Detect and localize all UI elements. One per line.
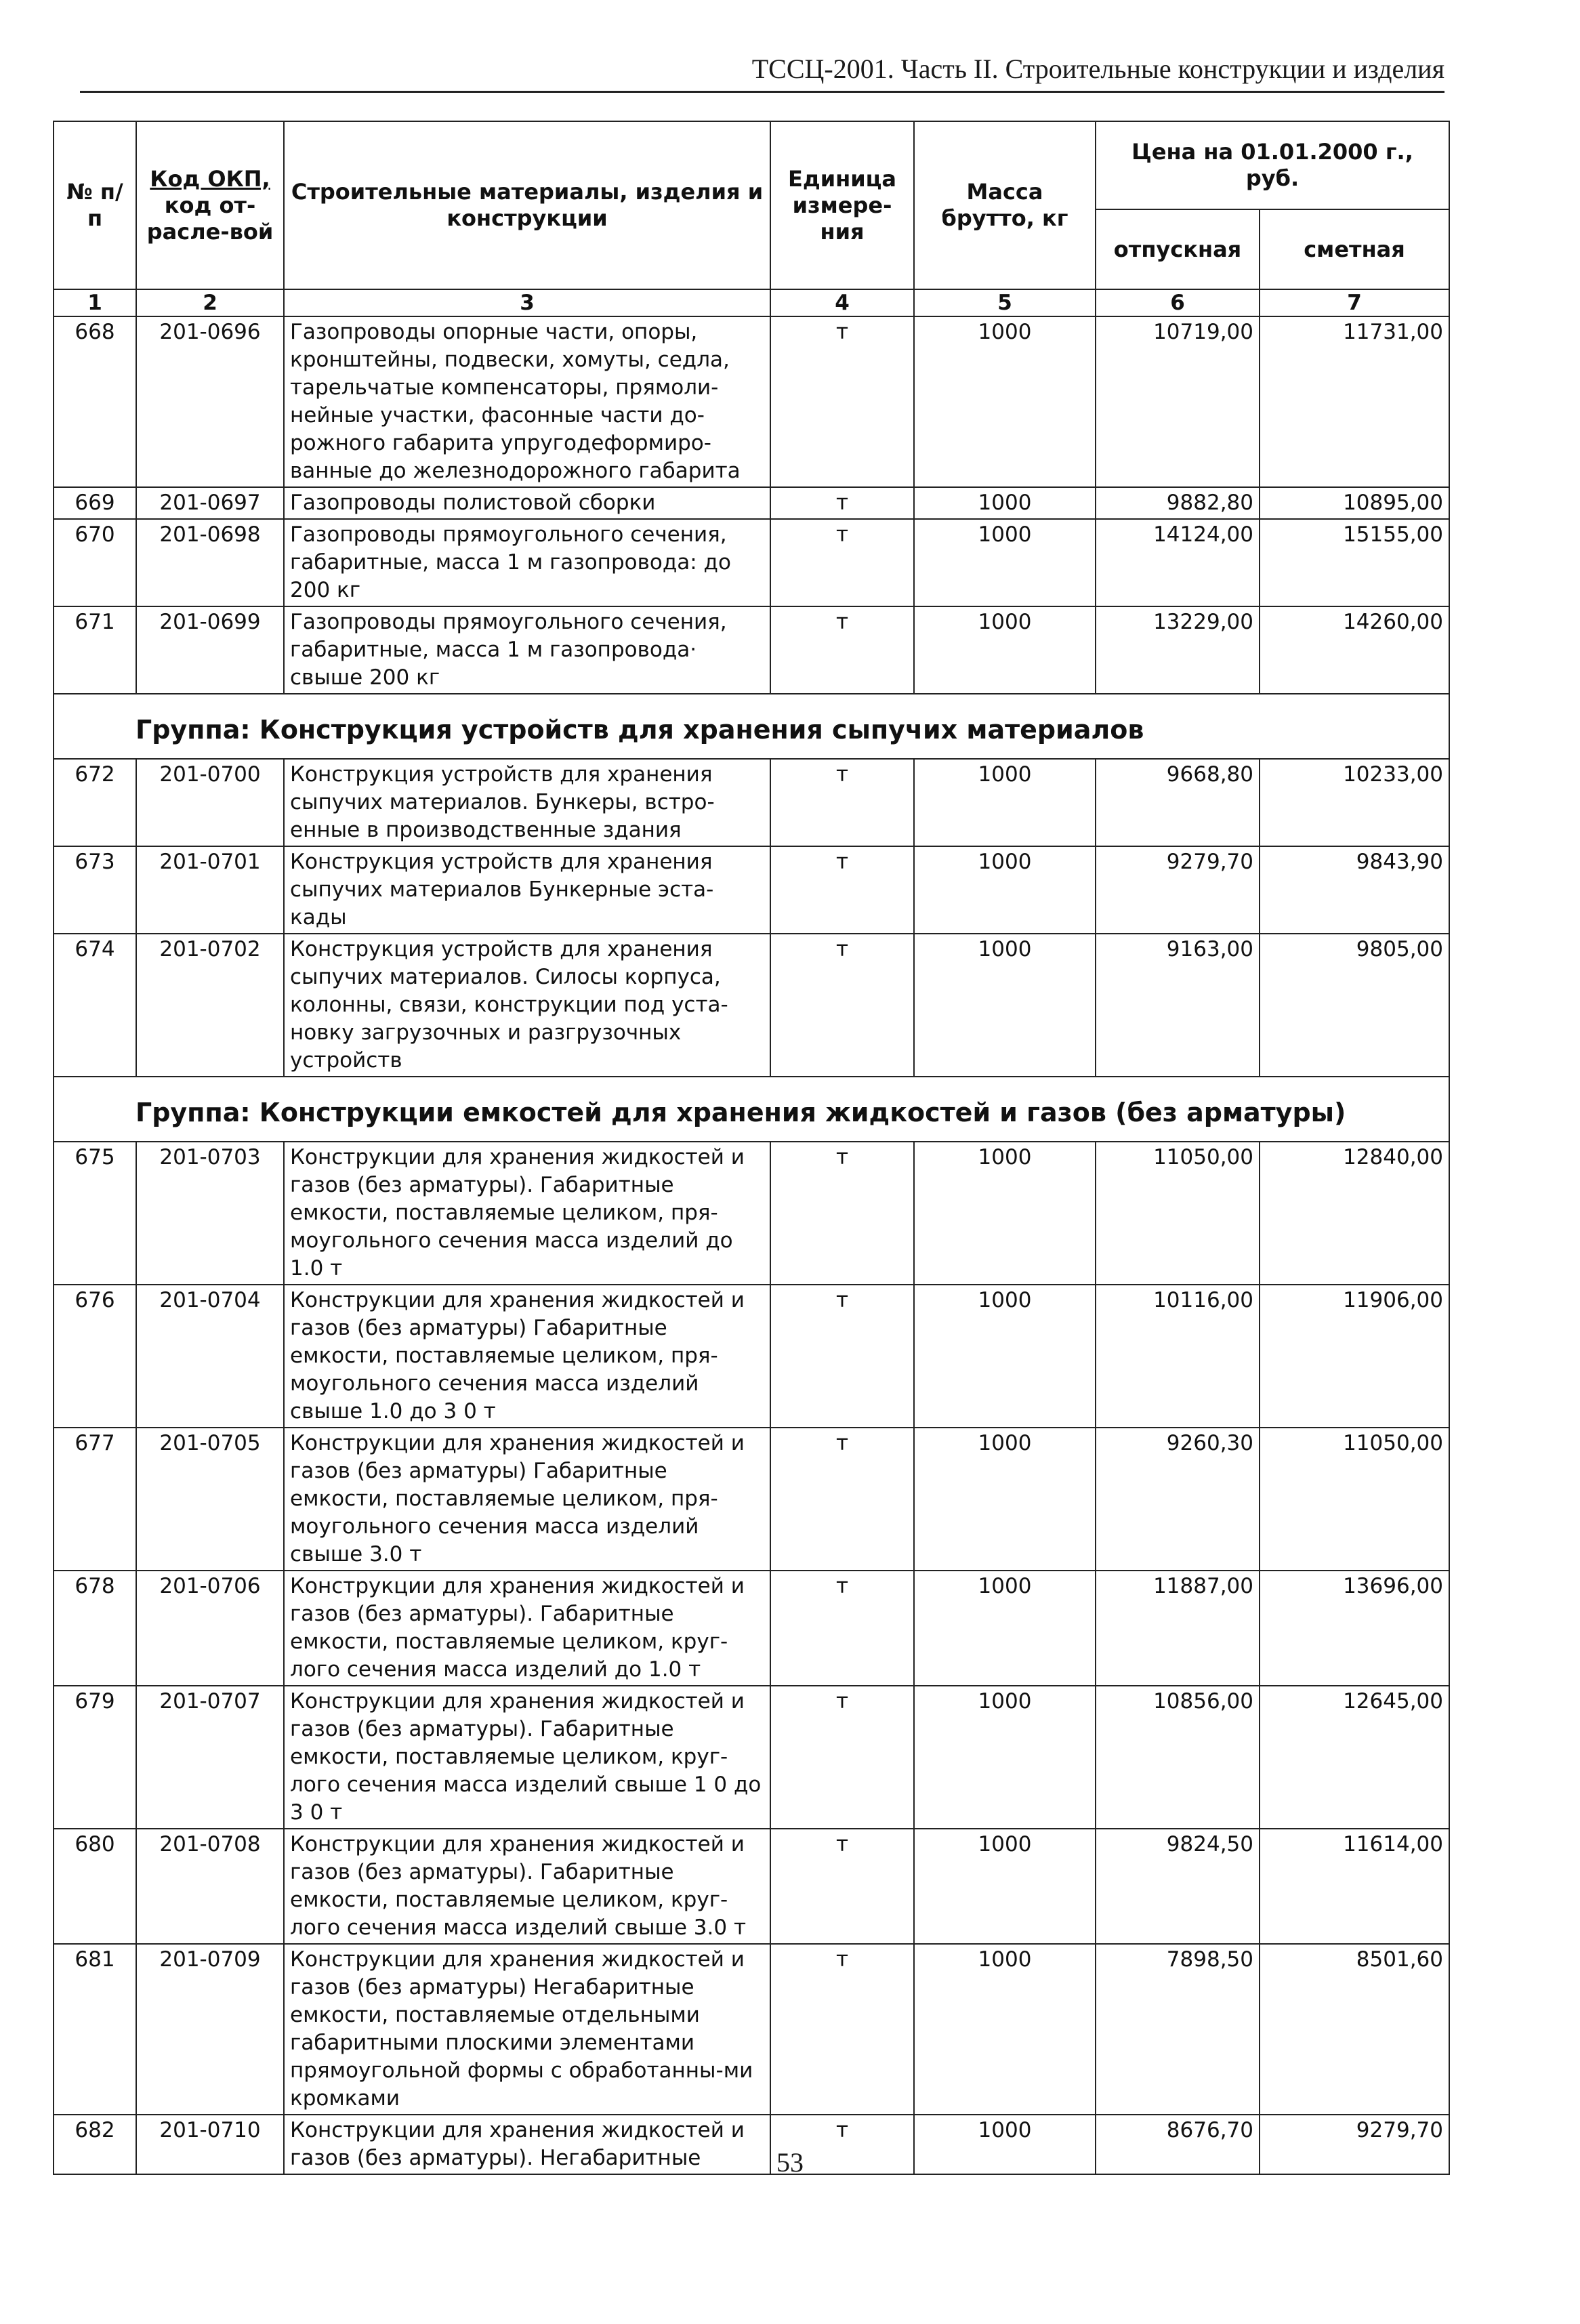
item-name: Конструкции для хранения жидкостей и газов (без арматуры). Негабаритные <box>284 2115 770 2174</box>
table-row <box>54 846 1449 934</box>
header-mass: Масса брутто, кг <box>914 121 1096 289</box>
gross-mass: 1000 <box>914 1571 1096 1686</box>
okp-code: 201-0698 <box>136 519 284 606</box>
gross-mass: 1000 <box>914 487 1096 519</box>
unit: т <box>770 519 914 606</box>
release-price: 10719,00 <box>1096 316 1260 487</box>
column-number: 6 <box>1096 289 1260 316</box>
row-number: 671 <box>54 606 136 694</box>
unit: т <box>770 316 914 487</box>
release-price: 11887,00 <box>1096 1571 1260 1686</box>
item-name: Конструкция устройств для хранения сыпучих материалов Бункерные эста-кады <box>284 846 770 934</box>
estimate-price: 11731,00 <box>1260 316 1449 487</box>
group-row <box>54 694 1449 759</box>
release-price: 9260,30 <box>1096 1428 1260 1571</box>
item-name: Конструкции для хранения жидкостей и газов (без арматуры). Габаритные емкости, поставляемые целиком, круг-лого сечения масса изделий свыше 1 0 до 3 0 т <box>284 1686 770 1829</box>
table-row <box>54 1829 1449 1944</box>
table-row <box>54 487 1449 519</box>
item-name: Конструкции для хранения жидкостей и газов (без арматуры) Габаритные емкости, поставляемые целиком, пря-моугольного сечения масса изделий свыше 3.0 т <box>284 1428 770 1571</box>
header-price-group: Цена на 01.01.2000 г., руб. <box>1096 121 1449 209</box>
item-name: Газопроводы полистовой сборки <box>284 487 770 519</box>
header-price-release: отпускная <box>1096 209 1260 289</box>
row-number: 669 <box>54 487 136 519</box>
column-number: 2 <box>136 289 284 316</box>
table-section-gas-pipes <box>54 316 1449 694</box>
page-header: ТССЦ-2001. Часть II. Строительные конструкции и изделия <box>751 54 1444 84</box>
unit: т <box>770 1829 914 1944</box>
estimate-price: 9279,70 <box>1260 2115 1449 2174</box>
unit: т <box>770 1428 914 1571</box>
row-number: 682 <box>54 2115 136 2174</box>
header-okp-sub: код от-расле-вой <box>146 192 274 245</box>
okp-code: 201-0700 <box>136 759 284 846</box>
estimate-price: 12645,00 <box>1260 1686 1449 1829</box>
gross-mass: 1000 <box>914 1428 1096 1571</box>
release-price: 11050,00 <box>1096 1142 1260 1285</box>
row-number: 678 <box>54 1571 136 1686</box>
gross-mass: 1000 <box>914 1285 1096 1428</box>
okp-code: 201-0709 <box>136 1944 284 2115</box>
estimate-price: 15155,00 <box>1260 519 1449 606</box>
header-okp-code: Код ОКП, <box>150 165 270 192</box>
column-number: 5 <box>914 289 1096 316</box>
estimate-price: 11050,00 <box>1260 1428 1449 1571</box>
page-number: 53 <box>776 2147 804 2178</box>
item-name: Конструкции для хранения жидкостей и газов (без арматуры). Габаритные емкости, поставляемые целиком, круг-лого сечения масса изделий до 1.0 т <box>284 1571 770 1686</box>
okp-code: 201-0702 <box>136 934 284 1077</box>
estimate-price: 10895,00 <box>1260 487 1449 519</box>
okp-code: 201-0710 <box>136 2115 284 2174</box>
release-price: 9163,00 <box>1096 934 1260 1077</box>
okp-code: 201-0705 <box>136 1428 284 1571</box>
row-number: 670 <box>54 519 136 606</box>
group-title: Группа: Конструкции емкостей для хранения жидкостей и газов (без арматуры) <box>54 1077 1449 1142</box>
okp-code: 201-0704 <box>136 1285 284 1428</box>
unit: т <box>770 487 914 519</box>
estimate-price: 12840,00 <box>1260 1142 1449 1285</box>
item-name: Газопроводы прямоугольного сечения, габаритные, масса 1 м газопровода: до 200 кг <box>284 519 770 606</box>
release-price: 8676,70 <box>1096 2115 1260 2174</box>
table-row <box>54 934 1449 1077</box>
group-section-1 <box>54 694 1449 759</box>
row-number: 680 <box>54 1829 136 1944</box>
table-row <box>54 1571 1449 1686</box>
okp-code: 201-0703 <box>136 1142 284 1285</box>
item-name: Конструкции для хранения жидкостей и газов (без арматуры). Габаритные емкости, поставляемые целиком, круг-лого сечения масса изделий свыше 3.0 т <box>284 1829 770 1944</box>
estimate-price: 9843,90 <box>1260 846 1449 934</box>
unit: т <box>770 1686 914 1829</box>
column-number: 4 <box>770 289 914 316</box>
gross-mass: 1000 <box>914 759 1096 846</box>
unit: т <box>770 1571 914 1686</box>
item-name: Конструкции для хранения жидкостей и газов (без арматуры) Негабаритные емкости, поставляемые отдельными габаритными плоскими элементами прямоугольной формы с обработанны-ми кромками <box>284 1944 770 2115</box>
row-number: 675 <box>54 1142 136 1285</box>
header-num: № п/п <box>54 121 136 289</box>
release-price: 9279,70 <box>1096 846 1260 934</box>
unit: т <box>770 846 914 934</box>
header-name: Строительные материалы, изделия и конструкции <box>284 121 770 289</box>
table-row <box>54 1142 1449 1285</box>
table-row <box>54 316 1449 487</box>
item-name: Газопроводы прямоугольного сечения, габаритные, масса 1 м газопровода· свыше 200 кг <box>284 606 770 694</box>
gross-mass: 1000 <box>914 1944 1096 2115</box>
unit: т <box>770 1142 914 1285</box>
item-name: Конструкции для хранения жидкостей и газов (без арматуры) Габаритные емкости, поставляемые целиком, пря-моугольного сечения масса изделий свыше 1.0 до 3 0 т <box>284 1285 770 1428</box>
header-unit: Единица измере-ния <box>770 121 914 289</box>
row-number: 676 <box>54 1285 136 1428</box>
estimate-price: 13696,00 <box>1260 1571 1449 1686</box>
header-okp <box>136 121 284 289</box>
price-table <box>53 121 1450 2175</box>
item-name: Конструкции для хранения жидкостей и газов (без арматуры). Габаритные емкости, поставляемые целиком, пря-моугольного сечения масса изделий до 1.0 т <box>284 1142 770 1285</box>
okp-code: 201-0701 <box>136 846 284 934</box>
estimate-price: 14260,00 <box>1260 606 1449 694</box>
unit: т <box>770 1285 914 1428</box>
unit: т <box>770 759 914 846</box>
header-rule <box>80 91 1444 93</box>
gross-mass: 1000 <box>914 934 1096 1077</box>
table-row <box>54 606 1449 694</box>
column-number: 3 <box>284 289 770 316</box>
gross-mass: 1000 <box>914 519 1096 606</box>
group-section-2 <box>54 1077 1449 1142</box>
row-number: 673 <box>54 846 136 934</box>
estimate-price: 11614,00 <box>1260 1829 1449 1944</box>
table-row <box>54 1285 1449 1428</box>
release-price: 9882,80 <box>1096 487 1260 519</box>
gross-mass: 1000 <box>914 2115 1096 2174</box>
group-title: Группа: Конструкция устройств для хранения сыпучих материалов <box>54 694 1449 759</box>
table-row <box>54 519 1449 606</box>
release-price: 9668,80 <box>1096 759 1260 846</box>
row-number: 672 <box>54 759 136 846</box>
gross-mass: 1000 <box>914 1686 1096 1829</box>
release-price: 14124,00 <box>1096 519 1260 606</box>
column-number: 7 <box>1260 289 1449 316</box>
row-number: 668 <box>54 316 136 487</box>
release-price: 9824,50 <box>1096 1829 1260 1944</box>
table-header <box>54 121 1449 316</box>
release-price: 13229,00 <box>1096 606 1260 694</box>
table-row <box>54 1944 1449 2115</box>
release-price: 10856,00 <box>1096 1686 1260 1829</box>
item-name: Конструкция устройств для хранения сыпучих материалов. Силосы корпуса, колонны, связи, конструкции под уста-новку загрузочных и разгрузочных устройств <box>284 934 770 1077</box>
unit: т <box>770 2115 914 2174</box>
table-row <box>54 759 1449 846</box>
table-row <box>54 1686 1449 1829</box>
estimate-price: 9805,00 <box>1260 934 1449 1077</box>
okp-code: 201-0706 <box>136 1571 284 1686</box>
row-number: 681 <box>54 1944 136 2115</box>
item-name: Конструкция устройств для хранения сыпучих материалов. Бункеры, встро-енные в производственные здания <box>284 759 770 846</box>
gross-mass: 1000 <box>914 606 1096 694</box>
okp-code: 201-0696 <box>136 316 284 487</box>
unit: т <box>770 606 914 694</box>
unit: т <box>770 1944 914 2115</box>
gross-mass: 1000 <box>914 1829 1096 1944</box>
gross-mass: 1000 <box>914 316 1096 487</box>
column-numbers-row <box>54 289 1449 316</box>
row-number: 674 <box>54 934 136 1077</box>
column-number: 1 <box>54 289 136 316</box>
unit: т <box>770 934 914 1077</box>
release-price: 10116,00 <box>1096 1285 1260 1428</box>
table-row <box>54 1428 1449 1571</box>
estimate-price: 11906,00 <box>1260 1285 1449 1428</box>
okp-code: 201-0708 <box>136 1829 284 1944</box>
gross-mass: 1000 <box>914 846 1096 934</box>
table-section-bulk-storage <box>54 759 1449 1077</box>
okp-code: 201-0707 <box>136 1686 284 1829</box>
okp-code: 201-0699 <box>136 606 284 694</box>
group-row <box>54 1077 1449 1142</box>
table-section-liquid-storage <box>54 1142 1449 2174</box>
estimate-price: 8501,60 <box>1260 1944 1449 2115</box>
estimate-price: 10233,00 <box>1260 759 1449 846</box>
header-price-estimate: сметная <box>1260 209 1449 289</box>
gross-mass: 1000 <box>914 1142 1096 1285</box>
row-number: 679 <box>54 1686 136 1829</box>
okp-code: 201-0697 <box>136 487 284 519</box>
item-name: Газопроводы опорные части, опоры, кронштейны, подвески, хомуты, седла, тарельчатые компенсаторы, прямоли-нейные участки, фасонные части до-рожного габарита упругодеформиро-ванные до железнодорожного габарита <box>284 316 770 487</box>
release-price: 7898,50 <box>1096 1944 1260 2115</box>
row-number: 677 <box>54 1428 136 1571</box>
